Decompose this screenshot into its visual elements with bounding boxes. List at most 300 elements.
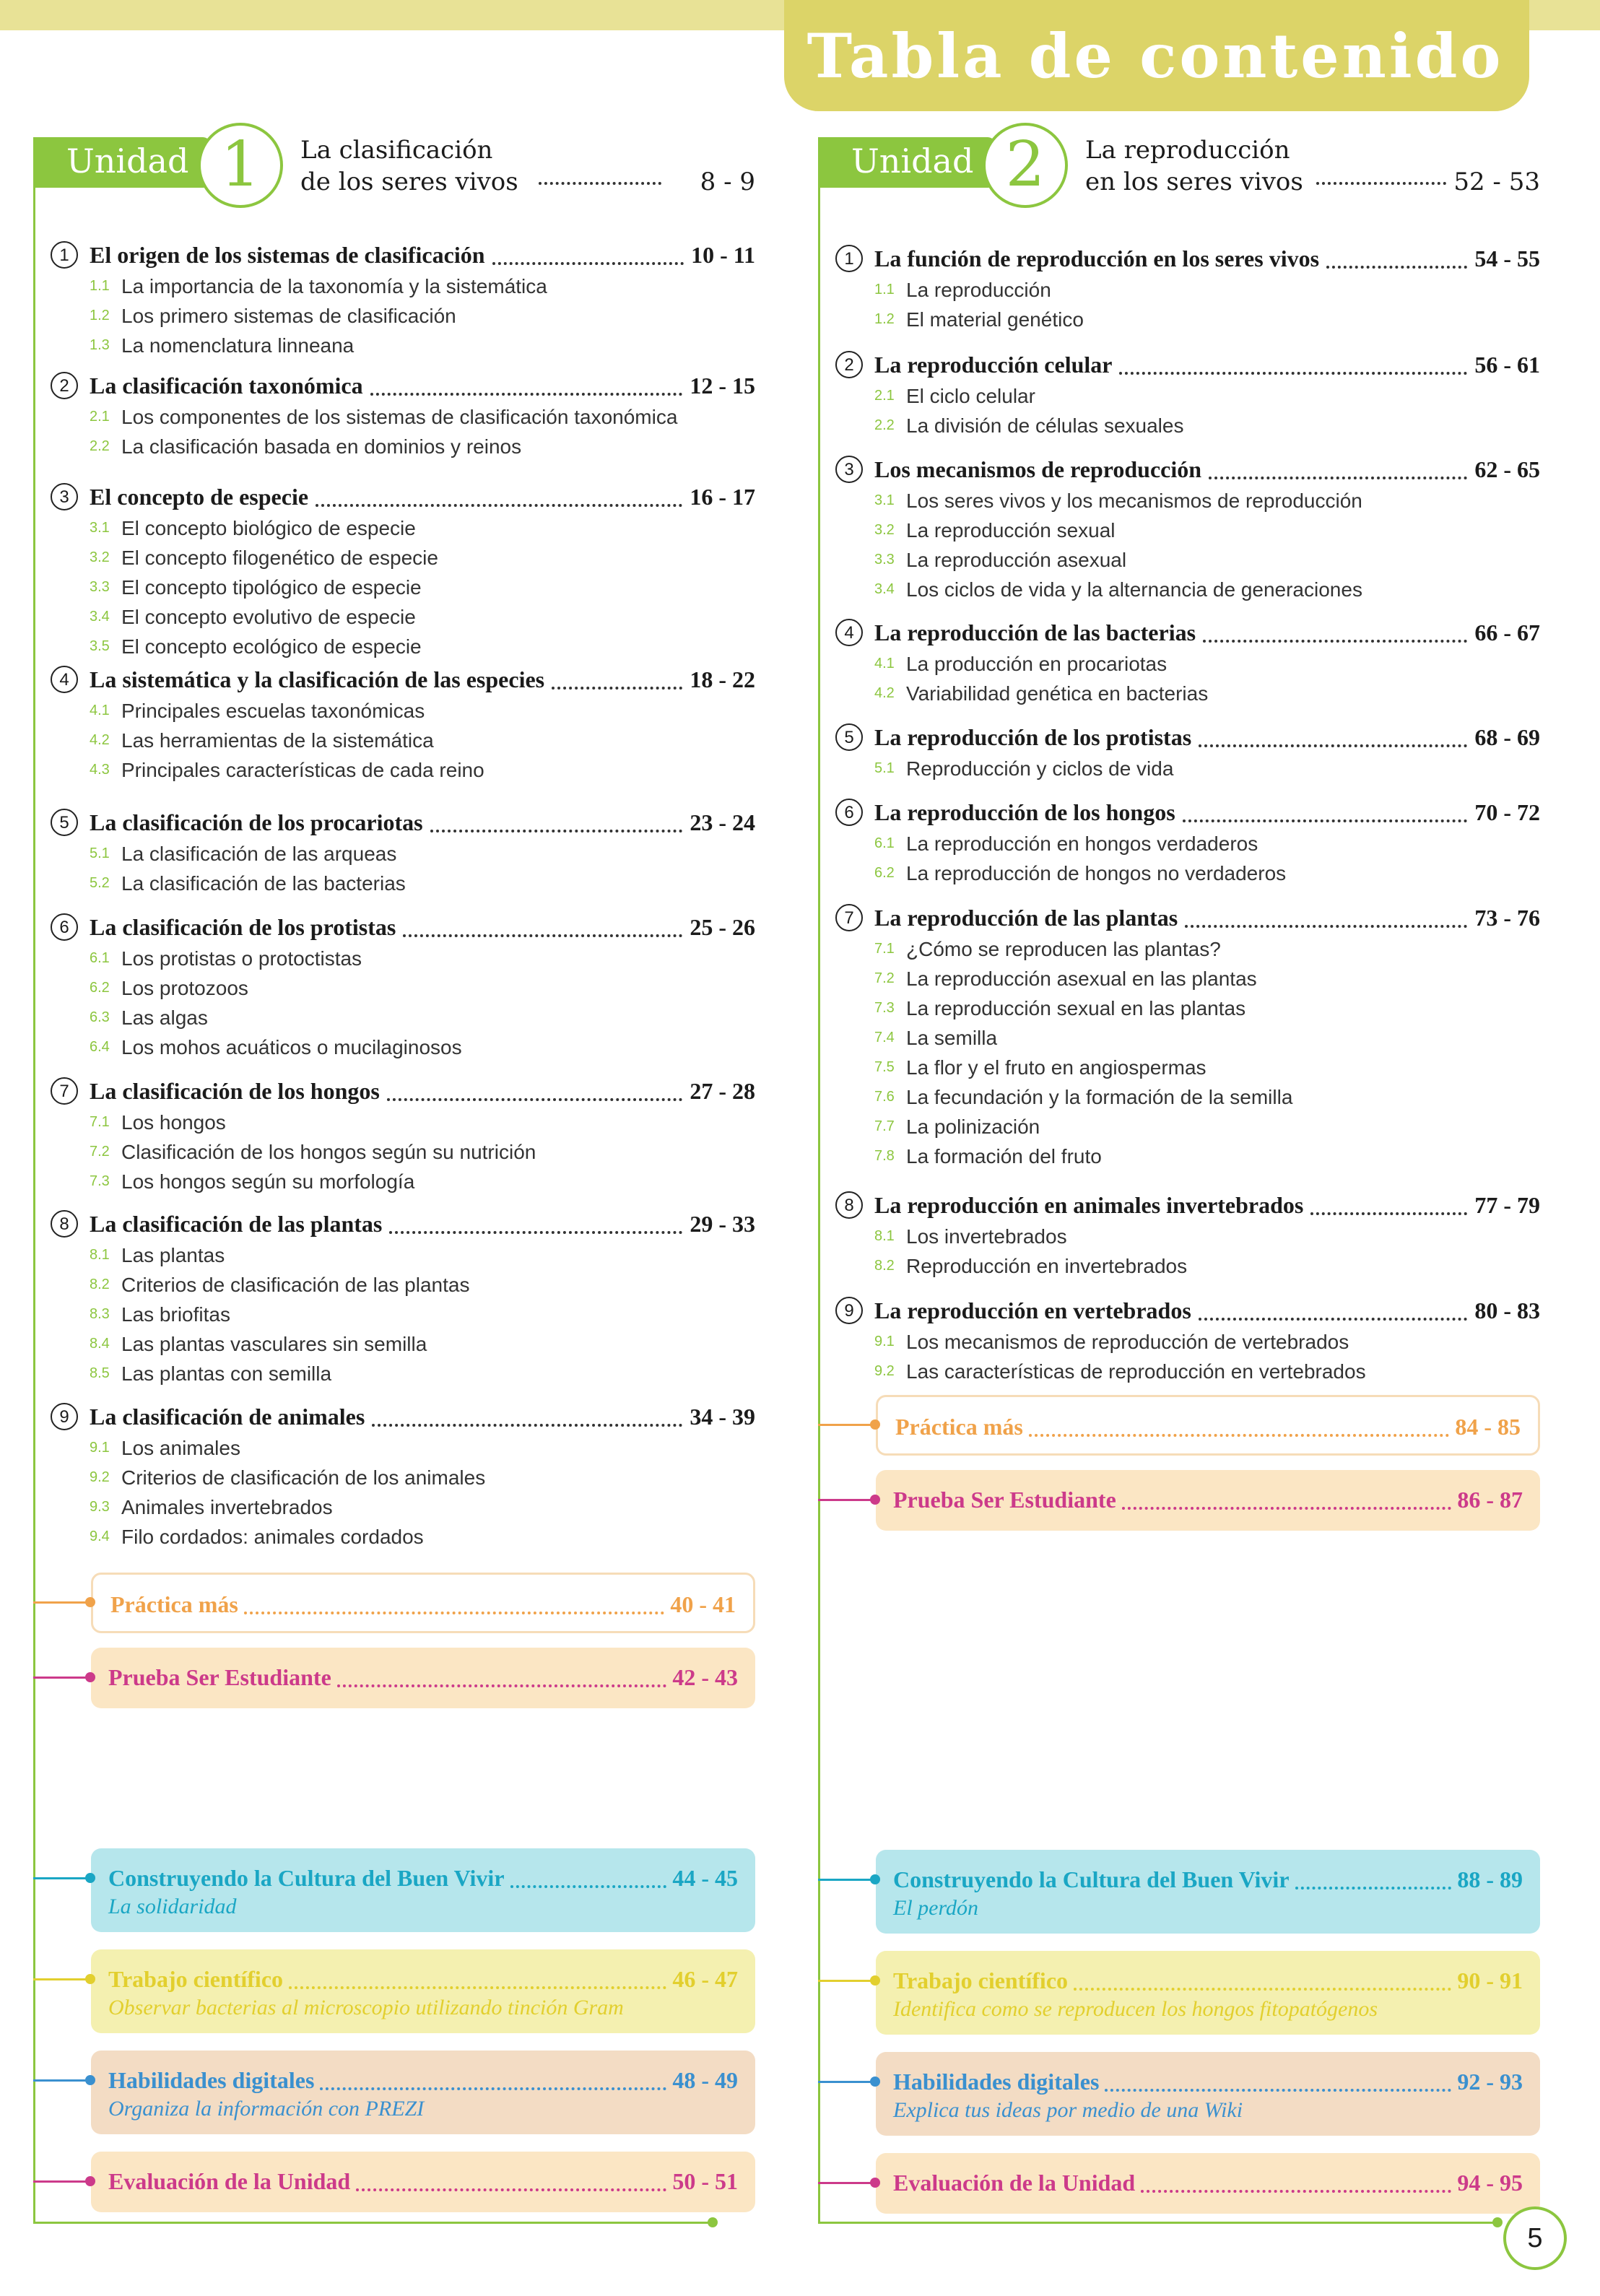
extra-row bbox=[108, 2166, 738, 2196]
chapter-pages: 66 - 67 bbox=[1474, 619, 1540, 645]
connector-dot bbox=[85, 1597, 95, 1607]
subtopic-row[interactable] bbox=[835, 934, 1540, 964]
subtopic-number: 4.2 bbox=[874, 685, 895, 701]
chapter-pages: 56 - 61 bbox=[1474, 351, 1540, 378]
chapter-section bbox=[51, 663, 755, 785]
chapter-row[interactable] bbox=[51, 480, 755, 513]
chapter-number-icon: 4 bbox=[835, 619, 863, 646]
subtopic-row[interactable] bbox=[51, 726, 755, 755]
subtopic-row[interactable] bbox=[835, 545, 1540, 575]
subtopic-row[interactable] bbox=[835, 411, 1540, 440]
chapter-number-icon: 8 bbox=[51, 1210, 78, 1238]
subtopic-row[interactable] bbox=[51, 573, 755, 602]
subtopic-row[interactable] bbox=[51, 1003, 755, 1032]
subtopic-number: 7.1 bbox=[90, 1114, 110, 1130]
subtopic-row[interactable] bbox=[51, 402, 755, 432]
subtopic-row[interactable] bbox=[51, 632, 755, 661]
dot-leader bbox=[289, 1969, 666, 1989]
chapter-row[interactable] bbox=[835, 721, 1540, 754]
page-number: 5 bbox=[1503, 2206, 1567, 2270]
subtopic-number: 6.3 bbox=[90, 1009, 110, 1025]
unit-label: Unidad bbox=[851, 142, 974, 181]
dot-leader bbox=[1203, 622, 1467, 643]
subtopic-title: Los protistas o protoctistas bbox=[121, 947, 362, 970]
subtopic-number: 7.3 bbox=[90, 1173, 110, 1189]
subtopic-number: 9.4 bbox=[90, 1529, 110, 1544]
subtopic-row[interactable] bbox=[835, 1112, 1540, 1142]
chapter-pages: 80 - 83 bbox=[1474, 1297, 1540, 1323]
chapter-pages: 16 - 17 bbox=[690, 483, 755, 510]
extra-section-trabajo[interactable] bbox=[91, 1949, 755, 2033]
extra-row bbox=[108, 2065, 738, 2095]
subtopic-row[interactable] bbox=[51, 839, 755, 869]
extra-pages: 46 - 47 bbox=[672, 1965, 738, 1992]
chapter-row[interactable] bbox=[51, 1400, 755, 1433]
chapter-row[interactable] bbox=[51, 806, 755, 839]
subtopic-number: 3.2 bbox=[874, 522, 895, 538]
subtopic-number: 3.4 bbox=[90, 609, 110, 625]
subtopic-row[interactable] bbox=[51, 1433, 755, 1463]
dot-leader bbox=[510, 1868, 667, 1888]
extra-title: Prueba Ser Estudiante bbox=[893, 1486, 1116, 1513]
connector-dot bbox=[870, 2178, 880, 2188]
subtopic-number: 6.1 bbox=[90, 950, 110, 966]
chapter-title: La reproducción de las bacterias bbox=[874, 619, 1196, 645]
chapter-row[interactable] bbox=[51, 663, 755, 696]
extra-section-buenvivir[interactable] bbox=[91, 1848, 755, 1932]
chapter-row[interactable] bbox=[835, 901, 1540, 934]
subtopic-title: La flor y el fruto en angiospermas bbox=[906, 1056, 1206, 1079]
subtopic-number: 7.2 bbox=[90, 1144, 110, 1160]
subtopic-row[interactable] bbox=[51, 543, 755, 573]
unit-vertical-rule bbox=[818, 181, 820, 2224]
extra-row bbox=[893, 1484, 1523, 1515]
unit-title-line-1: La reproducción bbox=[1085, 136, 1290, 165]
subtopic-number: 6.2 bbox=[874, 865, 895, 881]
chapter-title: La clasificación de los procariotas bbox=[90, 809, 423, 835]
unit-title-leader bbox=[539, 182, 661, 185]
chapter-row[interactable] bbox=[835, 453, 1540, 486]
extra-title: Práctica más bbox=[895, 1413, 1023, 1440]
subtopic-title: La nomenclatura linneana bbox=[121, 334, 355, 357]
subtopic-number: 3.1 bbox=[874, 492, 895, 508]
extra-row bbox=[108, 1863, 738, 1893]
subtopic-row[interactable] bbox=[51, 432, 755, 461]
chapter-number-icon: 4 bbox=[51, 666, 78, 693]
chapter-section bbox=[51, 806, 755, 898]
subtopic-title: Los mohos acuáticos o mucilaginosos bbox=[121, 1035, 462, 1058]
connector-dot bbox=[85, 1672, 95, 1682]
chapter-section bbox=[835, 901, 1540, 1171]
subtopic-number: 2.1 bbox=[90, 409, 110, 425]
subtopic-number: 9.2 bbox=[874, 1363, 895, 1379]
dot-leader bbox=[244, 1594, 665, 1614]
subtopic-row[interactable] bbox=[835, 1327, 1540, 1357]
subtopic-number: 8.1 bbox=[874, 1228, 895, 1244]
subtopic-title: Las briofitas bbox=[121, 1303, 230, 1326]
chapter-pages: 73 - 76 bbox=[1474, 904, 1540, 931]
connector-line bbox=[33, 1677, 91, 1679]
chapter-number-icon: 1 bbox=[835, 245, 863, 272]
extra-title: Habilidades digitales bbox=[108, 2066, 315, 2093]
extra-subtitle: Identifica como se reproducen los hongos fitopatógenos bbox=[893, 1997, 1378, 2021]
subtopic-row[interactable] bbox=[51, 1137, 755, 1167]
chapter-row[interactable] bbox=[835, 348, 1540, 381]
chapter-title: El concepto de especie bbox=[90, 483, 309, 510]
subtopic-number: 3.3 bbox=[90, 579, 110, 595]
dot-leader bbox=[492, 245, 684, 265]
chapter-section bbox=[835, 348, 1540, 440]
extra-title: Trabajo científico bbox=[893, 1967, 1069, 1993]
chapter-pages: 27 - 28 bbox=[690, 1077, 755, 1104]
extra-row bbox=[893, 2167, 1523, 2198]
subtopic-title: Reproducción y ciclos de vida bbox=[906, 757, 1174, 780]
subtopic-number: 3.1 bbox=[90, 520, 110, 536]
subtopic-title: Las plantas con semilla bbox=[121, 1362, 332, 1385]
subtopic-row[interactable] bbox=[835, 305, 1540, 334]
unit-pages: 52 - 53 bbox=[1453, 168, 1540, 196]
extra-section-practica[interactable] bbox=[91, 1573, 755, 1633]
chapter-number-icon: 1 bbox=[51, 241, 78, 269]
dot-leader bbox=[1310, 1195, 1467, 1215]
subtopic-row[interactable] bbox=[835, 486, 1540, 516]
dot-leader bbox=[1074, 1970, 1451, 1991]
subtopic-number: 1.2 bbox=[874, 311, 895, 327]
subtopic-row[interactable] bbox=[835, 649, 1540, 679]
subtopic-row[interactable] bbox=[51, 973, 755, 1003]
dot-leader bbox=[1199, 727, 1467, 747]
chapter-title: La clasificación de las plantas bbox=[90, 1210, 383, 1237]
extra-section-prueba[interactable] bbox=[91, 1648, 755, 1708]
subtopic-row[interactable] bbox=[51, 1108, 755, 1137]
subtopic-row[interactable] bbox=[835, 993, 1540, 1023]
chapter-row[interactable] bbox=[51, 1207, 755, 1240]
dot-leader bbox=[1122, 1490, 1452, 1510]
extra-pages: 94 - 95 bbox=[1457, 2169, 1523, 2196]
chapter-row[interactable] bbox=[835, 242, 1540, 275]
chapter-pages: 68 - 69 bbox=[1474, 723, 1540, 750]
extra-pages: 84 - 85 bbox=[1455, 1413, 1521, 1440]
extra-section-practica[interactable] bbox=[876, 1395, 1540, 1456]
extra-title: Construyendo la Cultura del Buen Vivir bbox=[108, 1864, 505, 1891]
subtopic-row[interactable] bbox=[51, 301, 755, 331]
extra-pages: 40 - 41 bbox=[670, 1591, 736, 1617]
subtopic-number: 7.5 bbox=[874, 1059, 895, 1075]
connector-line bbox=[33, 1601, 91, 1604]
chapter-section bbox=[835, 453, 1540, 604]
connector-line bbox=[818, 1879, 876, 1881]
extra-section-habilidades[interactable] bbox=[876, 2052, 1540, 2136]
subtopic-title: Animales invertebrados bbox=[121, 1495, 333, 1518]
subtopic-title: La fecundación y la formación de la semilla bbox=[906, 1085, 1293, 1108]
unit-label: Unidad bbox=[66, 142, 189, 181]
chapter-number-icon: 3 bbox=[51, 483, 78, 510]
subtopic-number: 1.2 bbox=[90, 308, 110, 323]
subtopic-row[interactable] bbox=[835, 1142, 1540, 1171]
subtopic-number: 7.2 bbox=[874, 970, 895, 986]
subtopic-title: El concepto evolutivo de especie bbox=[121, 605, 416, 628]
subtopic-number: 9.2 bbox=[90, 1469, 110, 1485]
extra-section-evaluacion[interactable] bbox=[91, 2152, 755, 2212]
chapter-row[interactable] bbox=[835, 1294, 1540, 1327]
subtopic-title: El ciclo celular bbox=[906, 384, 1035, 407]
subtopic-row[interactable] bbox=[51, 271, 755, 301]
connector-line bbox=[818, 1499, 876, 1501]
chapter-row[interactable] bbox=[51, 369, 755, 402]
subtopic-title: El concepto filogenético de especie bbox=[121, 546, 438, 569]
subtopic-number: 3.5 bbox=[90, 638, 110, 654]
chapter-section bbox=[835, 1188, 1540, 1281]
extra-pages: 50 - 51 bbox=[672, 2167, 738, 2194]
subtopic-row[interactable] bbox=[51, 331, 755, 360]
subtopic-row[interactable] bbox=[51, 1522, 755, 1552]
subtopic-title: Clasificación de los hongos según su nutrición bbox=[121, 1140, 536, 1163]
subtopic-row[interactable] bbox=[835, 275, 1540, 305]
subtopic-row[interactable] bbox=[835, 964, 1540, 993]
subtopic-number: 6.2 bbox=[90, 980, 110, 996]
subtopic-number: 8.3 bbox=[90, 1306, 110, 1322]
subtopic-title: Criterios de clasificación de las plantas bbox=[121, 1273, 470, 1296]
dot-leader bbox=[552, 669, 682, 690]
chapter-title: La sistemática y la clasificación de las especies bbox=[90, 666, 545, 692]
chapter-section bbox=[51, 480, 755, 661]
subtopic-number: 8.1 bbox=[90, 1247, 110, 1263]
subtopic-title: El concepto ecológico de especie bbox=[121, 635, 422, 658]
subtopic-title: Los animales bbox=[121, 1436, 240, 1459]
unit-column-1 bbox=[33, 0, 755, 2296]
unit-bottom-rule bbox=[818, 2222, 1500, 2224]
connector-line bbox=[818, 2081, 876, 2083]
extra-row bbox=[108, 1662, 738, 1692]
chapter-section bbox=[51, 1207, 755, 1388]
subtopic-row[interactable] bbox=[51, 1270, 755, 1300]
subtopic-title: La reproducción asexual bbox=[906, 548, 1127, 571]
subtopic-number: 9.1 bbox=[90, 1440, 110, 1456]
dot-leader bbox=[1119, 355, 1467, 375]
dot-leader bbox=[1185, 908, 1467, 928]
subtopic-row[interactable] bbox=[835, 1357, 1540, 1386]
subtopic-row[interactable] bbox=[51, 1492, 755, 1522]
subtopic-title: La producción en procariotas bbox=[906, 652, 1168, 675]
extra-row bbox=[108, 1964, 738, 1994]
subtopic-title: Las herramientas de la sistemática bbox=[121, 729, 434, 752]
extra-section-buenvivir[interactable] bbox=[876, 1850, 1540, 1934]
chapter-title: La clasificación de los protistas bbox=[90, 913, 396, 940]
chapter-title: El origen de los sistemas de clasificación bbox=[90, 241, 485, 268]
subtopic-row[interactable] bbox=[51, 944, 755, 973]
dot-leader bbox=[387, 1081, 683, 1101]
subtopic-row[interactable] bbox=[835, 1082, 1540, 1112]
subtopic-row[interactable] bbox=[51, 1240, 755, 1270]
chapter-section bbox=[51, 910, 755, 1062]
subtopic-title: La reproducción asexual en las plantas bbox=[906, 967, 1257, 990]
subtopic-title: Principales características de cada reino bbox=[121, 758, 484, 781]
chapter-number-icon: 3 bbox=[835, 456, 863, 483]
subtopic-row[interactable] bbox=[51, 1167, 755, 1196]
dot-leader bbox=[1029, 1417, 1450, 1437]
connector-line bbox=[33, 1877, 91, 1879]
subtopic-number: 7.8 bbox=[874, 1148, 895, 1164]
subtopic-row[interactable] bbox=[835, 1222, 1540, 1251]
chapter-pages: 29 - 33 bbox=[690, 1210, 755, 1237]
subtopic-title: Las plantas vasculares sin semilla bbox=[121, 1332, 427, 1355]
connector-dot bbox=[870, 1975, 880, 1986]
connector-line bbox=[33, 1978, 91, 1980]
chapter-row[interactable] bbox=[51, 238, 755, 271]
subtopic-row[interactable] bbox=[51, 1463, 755, 1492]
chapter-pages: 18 - 22 bbox=[690, 666, 755, 692]
chapter-title: La clasificación taxonómica bbox=[90, 372, 363, 399]
chapter-title: La reproducción celular bbox=[874, 351, 1113, 378]
subtopic-row[interactable] bbox=[51, 755, 755, 785]
subtopic-number: 2.2 bbox=[90, 438, 110, 454]
chapter-number-icon: 7 bbox=[51, 1077, 78, 1105]
connector-dot bbox=[870, 1419, 880, 1430]
extra-title: Práctica más bbox=[110, 1591, 238, 1617]
subtopic-row[interactable] bbox=[835, 1053, 1540, 1082]
connector-dot bbox=[85, 1873, 95, 1883]
subtopic-number: 4.1 bbox=[874, 656, 895, 671]
extra-section-habilidades[interactable] bbox=[91, 2051, 755, 2134]
chapter-row[interactable] bbox=[835, 616, 1540, 649]
subtopic-title: La reproducción bbox=[906, 278, 1051, 301]
subtopic-number: 8.2 bbox=[90, 1277, 110, 1292]
extra-title: Construyendo la Cultura del Buen Vivir bbox=[893, 1866, 1290, 1892]
dot-leader bbox=[316, 487, 682, 507]
chapter-pages: 12 - 15 bbox=[690, 372, 755, 399]
subtopic-row[interactable] bbox=[835, 516, 1540, 545]
subtopic-number: 5.1 bbox=[874, 760, 895, 776]
connector-line bbox=[33, 2180, 91, 2183]
subtopic-title: Los protozoos bbox=[121, 976, 248, 999]
extra-section-evaluacion[interactable] bbox=[876, 2153, 1540, 2214]
subtopic-number: 1.1 bbox=[874, 282, 895, 297]
chapter-section bbox=[51, 238, 755, 360]
subtopic-number: 8.2 bbox=[874, 1258, 895, 1274]
connector-dot bbox=[85, 1974, 95, 1984]
chapter-title: La clasificación de animales bbox=[90, 1403, 365, 1430]
dot-leader bbox=[356, 2171, 666, 2191]
chapter-number-icon: 9 bbox=[51, 1403, 78, 1430]
chapter-pages: 77 - 79 bbox=[1474, 1191, 1540, 1218]
subtopic-row[interactable] bbox=[51, 513, 755, 543]
unit-title-text: de los seres vivos bbox=[300, 168, 518, 196]
subtopic-row[interactable] bbox=[835, 754, 1540, 783]
subtopic-row[interactable] bbox=[51, 869, 755, 898]
chapter-row[interactable] bbox=[51, 910, 755, 944]
chapter-section bbox=[51, 1400, 755, 1552]
chapter-title: La reproducción en vertebrados bbox=[874, 1297, 1191, 1323]
subtopic-number: 6.1 bbox=[874, 835, 895, 851]
subtopic-row[interactable] bbox=[51, 1032, 755, 1062]
chapter-number-icon: 8 bbox=[835, 1191, 863, 1219]
chapter-row[interactable] bbox=[835, 1188, 1540, 1222]
chapter-number-icon: 7 bbox=[835, 904, 863, 931]
extra-pages: 90 - 91 bbox=[1457, 1967, 1523, 1993]
dot-leader bbox=[1209, 459, 1467, 479]
subtopic-title: Reproducción en invertebrados bbox=[906, 1254, 1188, 1277]
subtopic-title: La clasificación basada en dominios y reinos bbox=[121, 435, 522, 458]
subtopic-title: Los invertebrados bbox=[906, 1225, 1067, 1248]
subtopic-number: 7.4 bbox=[874, 1030, 895, 1045]
subtopic-title: La reproducción de hongos no verdaderos bbox=[906, 861, 1287, 884]
subtopic-title: La semilla bbox=[906, 1026, 998, 1049]
extra-pages: 92 - 93 bbox=[1457, 2068, 1523, 2095]
extra-section-prueba[interactable] bbox=[876, 1470, 1540, 1531]
subtopic-row[interactable] bbox=[835, 575, 1540, 604]
chapter-number-icon: 2 bbox=[51, 372, 78, 399]
subtopic-title: Los componentes de los sistemas de clasificación taxonómica bbox=[121, 405, 678, 428]
extra-title: Trabajo científico bbox=[108, 1965, 284, 1992]
subtopic-title: Los seres vivos y los mecanismos de reproducción bbox=[906, 489, 1362, 512]
chapter-title: La reproducción de las plantas bbox=[874, 904, 1178, 931]
subtopic-row[interactable] bbox=[51, 696, 755, 726]
unit-column-2 bbox=[818, 0, 1540, 2296]
subtopic-number: 7.3 bbox=[874, 1000, 895, 1016]
extra-title: Prueba Ser Estudiante bbox=[108, 1664, 331, 1690]
chapter-title: La reproducción de los protistas bbox=[874, 723, 1192, 750]
unit-bottom-rule bbox=[33, 2222, 715, 2224]
chapter-number-icon: 5 bbox=[835, 723, 863, 751]
subtopic-title: Los mecanismos de reproducción de vertebrados bbox=[906, 1330, 1349, 1353]
subtopic-title: La clasificación de las arqueas bbox=[121, 842, 397, 865]
chapter-number-icon: 2 bbox=[835, 351, 863, 378]
chapter-row[interactable] bbox=[51, 1074, 755, 1108]
chapter-section bbox=[835, 1294, 1540, 1386]
chapter-section bbox=[835, 721, 1540, 783]
connector-dot bbox=[870, 1874, 880, 1884]
subtopic-row[interactable] bbox=[51, 1329, 755, 1359]
subtopic-row[interactable] bbox=[835, 829, 1540, 858]
extra-section-trabajo[interactable] bbox=[876, 1951, 1540, 2035]
subtopic-title: Las características de reproducción en vertebrados bbox=[906, 1360, 1366, 1383]
subtopic-number: 5.2 bbox=[90, 875, 110, 891]
subtopic-title: La clasificación de las bacterias bbox=[121, 871, 406, 895]
rule-end-dot bbox=[1492, 2217, 1503, 2227]
subtopic-row[interactable] bbox=[51, 602, 755, 632]
extra-subtitle: Observar bacterias al microscopio utilizando tinción Gram bbox=[108, 1996, 624, 2019]
chapter-pages: 54 - 55 bbox=[1474, 245, 1540, 271]
extra-pages: 88 - 89 bbox=[1457, 1866, 1523, 1892]
subtopic-row[interactable] bbox=[835, 1251, 1540, 1281]
subtopic-number: 7.7 bbox=[874, 1118, 895, 1134]
subtopic-title: Los primero sistemas de clasificación bbox=[121, 304, 456, 327]
chapter-pages: 70 - 72 bbox=[1474, 799, 1540, 825]
subtopic-title: La reproducción en hongos verdaderos bbox=[906, 832, 1258, 855]
subtopic-row[interactable] bbox=[51, 1300, 755, 1329]
subtopic-number: 1.3 bbox=[90, 337, 110, 353]
extra-title: Evaluación de la Unidad bbox=[108, 2167, 351, 2194]
subtopic-number: 3.4 bbox=[874, 581, 895, 597]
chapter-number-icon: 6 bbox=[51, 913, 78, 941]
subtopic-row[interactable] bbox=[835, 679, 1540, 708]
subtopic-row[interactable] bbox=[51, 1359, 755, 1388]
subtopic-title: Los ciclos de vida y la alternancia de generaciones bbox=[906, 578, 1362, 601]
extra-row bbox=[893, 1965, 1523, 1996]
dot-leader bbox=[1295, 1869, 1452, 1890]
subtopic-row[interactable] bbox=[835, 381, 1540, 411]
subtopic-title: Criterios de clasificación de los animales bbox=[121, 1466, 486, 1489]
chapter-row[interactable] bbox=[835, 796, 1540, 829]
extra-pages: 48 - 49 bbox=[672, 2066, 738, 2093]
chapter-section bbox=[51, 1074, 755, 1196]
connector-dot bbox=[85, 2176, 95, 2186]
subtopic-row[interactable] bbox=[835, 858, 1540, 888]
subtopic-row[interactable] bbox=[835, 1023, 1540, 1053]
dot-leader bbox=[337, 1667, 667, 1687]
dot-leader bbox=[320, 2070, 666, 2090]
subtopic-title: La polinización bbox=[906, 1115, 1040, 1138]
